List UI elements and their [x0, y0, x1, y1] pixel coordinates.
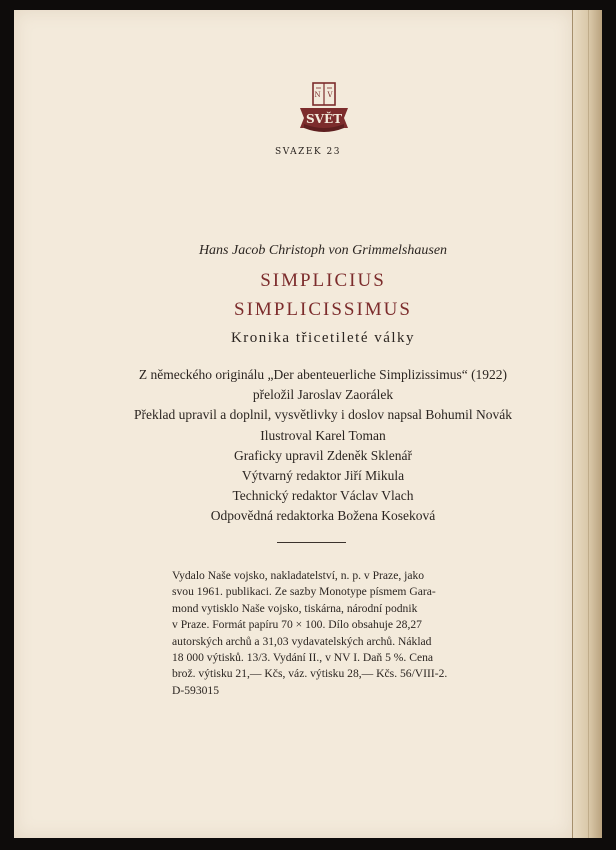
book-title-line-2: SIMPLICISSIMUS	[234, 299, 412, 320]
credit-line: přeložil Jaroslav Zaorálek	[252, 387, 394, 403]
logo-banner-text: SVĚT	[305, 112, 343, 126]
book-subtitle: Kronika třicetileté války	[230, 330, 416, 346]
credit-line: Technický redaktor Václav Vlach	[232, 488, 414, 504]
credits-block	[0, 365, 616, 527]
publisher-logo-icon	[296, 80, 352, 140]
imprint-line: mond vytisklo Naše vojsko, tiskárna, národní podnik	[172, 601, 418, 615]
svg-text:V: V	[327, 91, 333, 99]
imprint-line: D-593015	[172, 683, 220, 697]
credit-line: Odpovědná redaktorka Božena Koseková	[210, 508, 436, 524]
imprint-block	[172, 568, 478, 699]
credit-line: Ilustroval Karel Toman	[260, 427, 386, 443]
logo-initials: N	[314, 91, 321, 99]
imprint-line: brož. výtisku 21,— Kčs, váz. výtisku 28,— Kčs. 56/VIII-2.	[172, 667, 448, 681]
credit-line: Graficky upravil Zdeněk Sklenář	[233, 447, 413, 463]
imprint-line: 18 000 výtisků. 13/3. Vydání II., v NV I. Daň 5 %. Cena	[172, 651, 434, 665]
imprint-line: Vydalo Naše vojsko, nakladatelství, n. p. v Praze, jako	[172, 569, 425, 582]
book-title-line-1: SIMPLICIUS	[260, 270, 386, 291]
credit-line: Výtvarný redaktor Jiří Mikula	[241, 468, 405, 484]
divider-rule	[277, 542, 346, 543]
imprint-line: autorských archů a 31,03 vydavatelských archů. Náklad	[172, 634, 432, 648]
credit-line: Překlad upravil a doplnil, vysvětlivky i doslov napsal Bohumil Novák	[134, 407, 512, 423]
author-name: Hans Jacob Christoph von Grimmelshausen	[198, 243, 448, 258]
imprint-line: svou 1961. publikaci. Ze sazby Monotype písmem Gara-	[172, 585, 436, 599]
series-label: SVAZEK 23	[275, 147, 341, 157]
credit-line: Z německého originálu „Der abenteuerliche Simplizissimus“ (1922)	[138, 367, 508, 382]
imprint-line: v Praze. Formát papíru 70 × 100. Dílo obsahuje 28,27	[172, 618, 422, 632]
